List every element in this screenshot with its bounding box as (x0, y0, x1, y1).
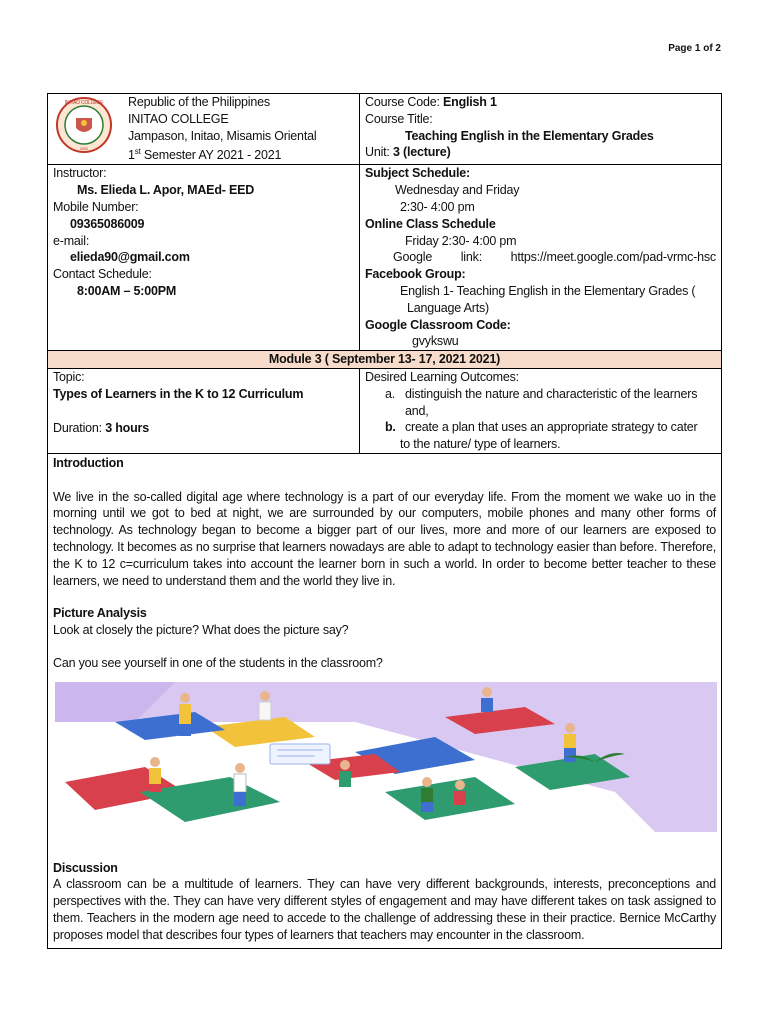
schedule-days: Wednesday and Friday (395, 183, 520, 198)
topic-row (48, 368, 722, 453)
outcome-item: b. create a plan that uses an appropriate strategy to cater (385, 420, 698, 435)
schedule-info (360, 165, 722, 351)
topic-title: Types of Learners in the K to 12 Curriculum (53, 386, 304, 401)
email-address[interactable]: elieda90@gmail.com (70, 250, 190, 265)
header-row (48, 94, 722, 165)
picture-heading: Picture Analysis (53, 606, 147, 621)
college-seal-icon (54, 96, 114, 154)
contact-label: Contact Schedule: (53, 267, 152, 282)
outcome-item-cont: to the nature/ type of learners. (400, 437, 561, 452)
email-label: e-mail: (53, 233, 90, 248)
discussion-heading: Discussion (53, 860, 118, 875)
facebook-line-2: Language Arts) (407, 300, 489, 315)
intro-heading: Introduction (53, 455, 124, 470)
lesson-body (48, 453, 722, 948)
instructor-name: Ms. Elieda L. Apor, MAEd- EED (77, 183, 255, 198)
facebook-label: Facebook Group: (365, 267, 466, 282)
screen-panel (270, 744, 330, 764)
topic-info (48, 368, 360, 453)
college-name: INITAO COLLEGE (128, 111, 229, 126)
course-info (360, 94, 722, 165)
google-word: Google (393, 250, 433, 265)
duration: Duration: 3 hours (53, 420, 149, 435)
picture-question-1: Look at closely the picture? What does the picture say? (53, 623, 349, 638)
republic-line: Republic of the Philippines (128, 95, 270, 109)
outcome-item: a. distinguish the nature and characteristic of the learners (385, 386, 698, 401)
online-schedule-label: Online Class Schedule (365, 216, 496, 231)
svg-text:2002: 2002 (79, 146, 89, 151)
meet-link[interactable]: https://meet.google.com/pad-vrmc-hsc (510, 250, 716, 265)
instructor-label: Instructor: (53, 166, 107, 181)
college-header (48, 94, 360, 165)
body-row (48, 453, 722, 948)
facebook-line-1: English 1- Teaching English in the Elementary Grades ( (400, 283, 696, 298)
meet-link-line (365, 249, 716, 266)
instructor-info (48, 165, 360, 351)
outcomes-list (365, 386, 716, 453)
course-title-label: Course Title: (365, 111, 433, 126)
classroom-code-label: Google Classroom Code: (365, 317, 511, 332)
classroom-code: gvykswu (412, 334, 459, 349)
outcomes-label: Desired Learning Outcomes: (365, 369, 519, 384)
subject-schedule-label: Subject Schedule: (365, 166, 470, 181)
discussion-paragraph: A classroom can be a multitude of learners. They can have very different backgrounds, interests, preconceptions and perspectives with the. They can have very different styles of engagement and may have different takes on task assigned to them. Teachers in the modern age need to accede to the challenge of addressing these in their practice. Bernice McCarthy proposes model that describes four types of learners that teachers may encounter in the classroom. (53, 877, 716, 942)
mobile-label: Mobile Number: (53, 199, 139, 214)
contact-row (48, 165, 722, 351)
classroom-illustration (55, 682, 717, 832)
college-address: Jampason, Initao, Misamis Oriental (128, 128, 317, 143)
outcomes-info (360, 368, 722, 453)
unit: Unit: 3 (lecture) (365, 145, 451, 160)
outcome-item-cont: and, (405, 403, 429, 418)
picture-question-2: Can you see yourself in one of the students in the classroom? (53, 656, 383, 671)
link-word: link: (460, 250, 482, 265)
intro-paragraph: We live in the so-called digital age where technology is a part of our everyday life. From the moment we wake uo in the morning until we got to bed at night, we are surrounded by our computers, mobile phones and many other forms of technology. As technology began to become a bigger part of our lives, more and more of our learners are exposed to technology. It becomes as no surprise that learners nowadays are able to adapt to technology easier than before. Therefore, the K to 12 c=curriculum takes into account the learner born in such a world. In order to become better teacher to these learners, we need to understand them and the world they live in. (53, 489, 716, 588)
mobile-number: 09365086009 (70, 216, 145, 231)
module-title: Module 3 ( September 13- 17, 2021 2021) (48, 351, 722, 369)
schedule-time: 2:30- 4:00 pm (400, 199, 475, 214)
online-time: Friday 2:30- 4:00 pm (405, 233, 517, 248)
contact-time: 8:00AM – 5:00PM (77, 283, 177, 298)
module-table (47, 93, 722, 949)
course-title: Teaching English in the Elementary Grades (405, 128, 654, 143)
course-code: Course Code: English 1 (365, 95, 497, 109)
svg-text:INITAO COLLEGE: INITAO COLLEGE (64, 100, 104, 106)
module-row (48, 351, 722, 369)
topic-label: Topic: (53, 369, 85, 384)
semester-line: 1st Semester AY 2021 - 2021 (128, 147, 282, 163)
page-number: Page 1 of 2 (668, 43, 721, 54)
